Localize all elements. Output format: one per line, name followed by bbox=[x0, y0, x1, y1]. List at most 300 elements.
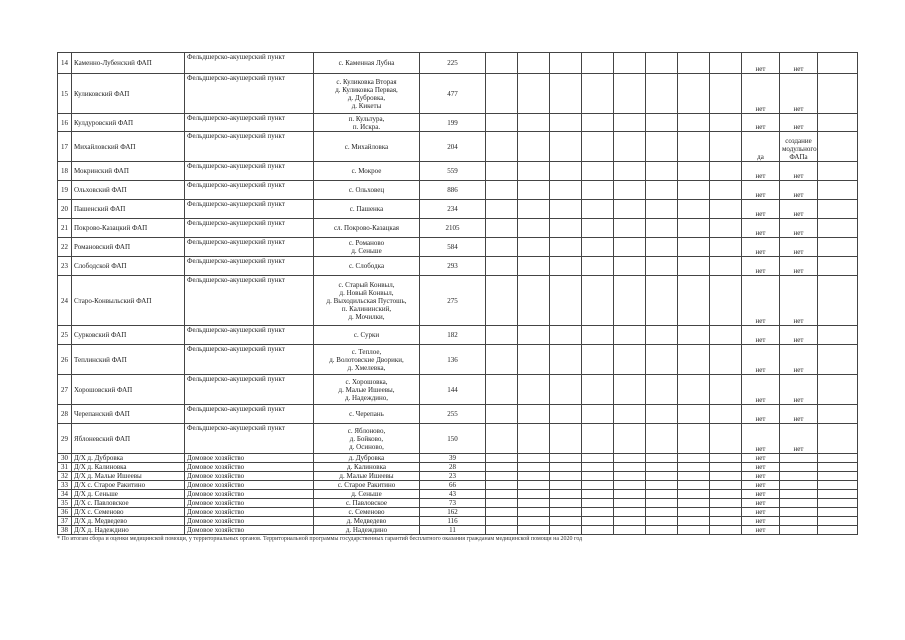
table-body bbox=[58, 53, 858, 535]
need-new-facility-cell: нет bbox=[742, 114, 780, 132]
empty-cell bbox=[710, 53, 742, 74]
empty-cell bbox=[818, 219, 858, 238]
empty-cell bbox=[710, 345, 742, 375]
empty-cell bbox=[710, 276, 742, 326]
action-cell: нет bbox=[780, 74, 818, 114]
empty-cell bbox=[486, 257, 518, 276]
empty-cell bbox=[550, 74, 582, 114]
facility-type-cell: Фельдшерско-акушерский пункт bbox=[185, 132, 314, 162]
empty-cell bbox=[582, 499, 614, 508]
population-cell: 28 bbox=[420, 463, 486, 472]
facility-type-cell: Домовое хозяйство bbox=[185, 499, 314, 508]
empty-cell bbox=[646, 276, 678, 326]
settlement-name: д. Малые Ишеевы bbox=[339, 472, 394, 480]
empty-cell bbox=[614, 162, 646, 181]
empty-cell bbox=[646, 508, 678, 517]
empty-cell bbox=[486, 162, 518, 181]
empty-cell bbox=[710, 481, 742, 490]
facility-name-cell: Д/Х д. Сеньше bbox=[72, 490, 185, 499]
settlement-name: д. Надеждино, bbox=[344, 393, 389, 402]
facility-type-cell: Фельдшерско-акушерский пункт bbox=[185, 405, 314, 424]
settlement-name: д. Сеньше bbox=[351, 490, 382, 498]
empty-cell bbox=[678, 200, 710, 219]
empty-cell bbox=[678, 114, 710, 132]
empty-cell bbox=[518, 162, 550, 181]
need-new-facility-cell: нет bbox=[742, 526, 780, 535]
facility-name-cell: Д/Х с. Семеново bbox=[72, 508, 185, 517]
row-number-cell: 15 bbox=[58, 74, 72, 114]
need-new-facility-cell: нет bbox=[742, 162, 780, 181]
settlement-name: д. Мочилки, bbox=[348, 312, 385, 321]
settlements-cell bbox=[314, 526, 420, 535]
settlement-name: с. Ольховец bbox=[348, 186, 385, 194]
empty-cell bbox=[582, 405, 614, 424]
empty-cell bbox=[486, 345, 518, 375]
empty-cell bbox=[614, 463, 646, 472]
empty-cell bbox=[646, 132, 678, 162]
empty-cell bbox=[646, 181, 678, 200]
table-row bbox=[58, 114, 858, 132]
empty-cell bbox=[486, 375, 518, 405]
population-cell: 204 bbox=[420, 132, 486, 162]
action-cell bbox=[780, 472, 818, 481]
empty-cell bbox=[646, 526, 678, 535]
settlement-name: д. Волотовские Дворики, bbox=[329, 355, 404, 364]
empty-cell bbox=[518, 345, 550, 375]
empty-cell bbox=[550, 132, 582, 162]
facility-name-cell: Черепанский ФАП bbox=[72, 405, 185, 424]
empty-cell bbox=[614, 238, 646, 257]
row-number-cell: 26 bbox=[58, 345, 72, 375]
empty-cell bbox=[818, 114, 858, 132]
empty-cell bbox=[710, 162, 742, 181]
settlements-cell bbox=[314, 517, 420, 526]
empty-cell bbox=[486, 490, 518, 499]
empty-cell bbox=[710, 463, 742, 472]
empty-cell bbox=[818, 526, 858, 535]
empty-cell bbox=[518, 114, 550, 132]
empty-cell bbox=[550, 454, 582, 463]
settlements-cell bbox=[314, 454, 420, 463]
settlement-name: с. Старое Ракитино bbox=[337, 481, 396, 489]
empty-cell bbox=[646, 114, 678, 132]
facility-name-cell: Хорошовский ФАП bbox=[72, 375, 185, 405]
row-number-cell: 28 bbox=[58, 405, 72, 424]
facility-type-cell: Фельдшерско-акушерский пункт bbox=[185, 200, 314, 219]
need-new-facility-cell: нет bbox=[742, 472, 780, 481]
table-row bbox=[58, 481, 858, 490]
settlements-cell bbox=[314, 345, 420, 375]
settlement-name: с. Теплое, bbox=[351, 347, 382, 356]
row-number-cell: 34 bbox=[58, 490, 72, 499]
population-cell: 43 bbox=[420, 490, 486, 499]
empty-cell bbox=[582, 326, 614, 345]
settlements-cell bbox=[314, 405, 420, 424]
empty-cell bbox=[678, 472, 710, 481]
empty-cell bbox=[518, 74, 550, 114]
row-number-cell: 17 bbox=[58, 132, 72, 162]
table-row bbox=[58, 499, 858, 508]
table-row bbox=[58, 517, 858, 526]
population-cell: 11 bbox=[420, 526, 486, 535]
settlement-name: с. Павловское bbox=[345, 499, 388, 507]
empty-cell bbox=[646, 424, 678, 454]
empty-cell bbox=[518, 326, 550, 345]
settlement-name: д. Медведево bbox=[346, 517, 387, 525]
population-cell: 73 bbox=[420, 499, 486, 508]
table-row bbox=[58, 375, 858, 405]
settlement-name: д. Надеждино bbox=[345, 526, 388, 534]
table-row bbox=[58, 74, 858, 114]
action-cell bbox=[780, 454, 818, 463]
population-cell: 584 bbox=[420, 238, 486, 257]
empty-cell bbox=[518, 454, 550, 463]
empty-cell bbox=[678, 181, 710, 200]
empty-cell bbox=[614, 508, 646, 517]
settlement-name: п. Искра. bbox=[352, 122, 381, 131]
empty-cell bbox=[582, 490, 614, 499]
empty-cell bbox=[614, 424, 646, 454]
empty-cell bbox=[710, 219, 742, 238]
empty-cell bbox=[486, 238, 518, 257]
facility-name-cell: Покрово-Казацкий ФАП bbox=[72, 219, 185, 238]
empty-cell bbox=[550, 238, 582, 257]
empty-cell bbox=[678, 74, 710, 114]
need-new-facility-cell: нет bbox=[742, 53, 780, 74]
settlement-name: с. Романово bbox=[348, 239, 385, 247]
table-row bbox=[58, 162, 858, 181]
action-cell bbox=[780, 481, 818, 490]
empty-cell bbox=[710, 508, 742, 517]
empty-cell bbox=[678, 238, 710, 257]
action-cell: нет bbox=[780, 375, 818, 405]
empty-cell bbox=[582, 219, 614, 238]
empty-cell bbox=[518, 238, 550, 257]
empty-cell bbox=[710, 200, 742, 219]
empty-cell bbox=[550, 499, 582, 508]
table-row bbox=[58, 53, 858, 74]
empty-cell bbox=[582, 238, 614, 257]
empty-cell bbox=[818, 257, 858, 276]
facility-type-cell: Домовое хозяйство bbox=[185, 481, 314, 490]
empty-cell bbox=[582, 472, 614, 481]
empty-cell bbox=[678, 499, 710, 508]
empty-cell bbox=[614, 53, 646, 74]
empty-cell bbox=[646, 490, 678, 499]
empty-cell bbox=[518, 463, 550, 472]
settlement-name: д. Куликовка Первая, bbox=[335, 85, 398, 94]
empty-cell bbox=[818, 472, 858, 481]
empty-cell bbox=[486, 74, 518, 114]
need-new-facility-cell: да bbox=[742, 132, 780, 162]
action-cell: нет bbox=[780, 326, 818, 345]
action-cell: нет bbox=[780, 53, 818, 74]
empty-cell bbox=[646, 375, 678, 405]
action-cell bbox=[780, 526, 818, 535]
empty-cell bbox=[582, 424, 614, 454]
need-new-facility-cell: нет bbox=[742, 454, 780, 463]
empty-cell bbox=[710, 132, 742, 162]
settlement-name: д. Новый Конвыл, bbox=[339, 288, 394, 297]
facility-name-cell: Михайловский ФАП bbox=[72, 132, 185, 162]
empty-cell bbox=[678, 405, 710, 424]
facility-type-cell: Фельдшерско-акушерский пункт bbox=[185, 162, 314, 181]
need-new-facility-cell: нет bbox=[742, 375, 780, 405]
population-cell: 234 bbox=[420, 200, 486, 219]
empty-cell bbox=[646, 257, 678, 276]
empty-cell bbox=[646, 200, 678, 219]
empty-cell bbox=[486, 499, 518, 508]
empty-cell bbox=[678, 132, 710, 162]
empty-cell bbox=[550, 463, 582, 472]
empty-cell bbox=[582, 74, 614, 114]
settlement-name: д. Дубровка, bbox=[347, 93, 386, 102]
empty-cell bbox=[818, 200, 858, 219]
empty-cell bbox=[710, 74, 742, 114]
population-cell: 162 bbox=[420, 508, 486, 517]
action-cell: нет bbox=[780, 200, 818, 219]
empty-cell bbox=[550, 219, 582, 238]
empty-cell bbox=[582, 276, 614, 326]
facility-type-cell: Фельдшерско-акушерский пункт bbox=[185, 181, 314, 200]
need-new-facility-cell: нет bbox=[742, 499, 780, 508]
facility-type-cell: Фельдшерско-акушерский пункт bbox=[185, 114, 314, 132]
empty-cell bbox=[550, 200, 582, 219]
empty-cell bbox=[486, 454, 518, 463]
empty-cell bbox=[818, 326, 858, 345]
need-new-facility-cell: нет bbox=[742, 490, 780, 499]
document-page bbox=[57, 52, 847, 543]
settlements-cell bbox=[314, 132, 420, 162]
empty-cell bbox=[518, 181, 550, 200]
empty-cell bbox=[646, 481, 678, 490]
empty-cell bbox=[818, 454, 858, 463]
settlements-cell bbox=[314, 276, 420, 326]
population-cell: 144 bbox=[420, 375, 486, 405]
empty-cell bbox=[486, 424, 518, 454]
empty-cell bbox=[550, 472, 582, 481]
table-row bbox=[58, 508, 858, 517]
table-row bbox=[58, 424, 858, 454]
empty-cell bbox=[646, 74, 678, 114]
empty-cell bbox=[582, 508, 614, 517]
empty-cell bbox=[818, 162, 858, 181]
table-row bbox=[58, 200, 858, 219]
empty-cell bbox=[518, 405, 550, 424]
settlements-cell bbox=[314, 481, 420, 490]
table-row bbox=[58, 238, 858, 257]
row-number-cell: 25 bbox=[58, 326, 72, 345]
settlement-name: д. Бойково, bbox=[349, 434, 384, 443]
empty-cell bbox=[582, 517, 614, 526]
empty-cell bbox=[518, 200, 550, 219]
facility-type-cell: Домовое хозяйство bbox=[185, 490, 314, 499]
facility-name-cell: Каменно-Лубенский ФАП bbox=[72, 53, 185, 74]
settlements-cell bbox=[314, 257, 420, 276]
empty-cell bbox=[614, 132, 646, 162]
empty-cell bbox=[614, 375, 646, 405]
action-cell bbox=[780, 490, 818, 499]
settlements-cell bbox=[314, 114, 420, 132]
settlements-cell bbox=[314, 200, 420, 219]
empty-cell bbox=[646, 405, 678, 424]
population-cell: 255 bbox=[420, 405, 486, 424]
empty-cell bbox=[550, 375, 582, 405]
empty-cell bbox=[710, 405, 742, 424]
need-new-facility-cell: нет bbox=[742, 463, 780, 472]
action-cell: нет bbox=[780, 181, 818, 200]
settlements-cell bbox=[314, 463, 420, 472]
settlement-name: д. Малые Ишеевы, bbox=[338, 385, 395, 394]
empty-cell bbox=[582, 526, 614, 535]
row-number-cell: 35 bbox=[58, 499, 72, 508]
facility-name-cell: Д/Х д. Малые Ишеевы bbox=[72, 472, 185, 481]
facility-type-cell: Домовое хозяйство bbox=[185, 517, 314, 526]
settlement-name: д. Выходильская Пустошь, bbox=[326, 296, 407, 305]
need-new-facility-cell: нет bbox=[742, 181, 780, 200]
facility-name-cell: Кулдуровский ФАП bbox=[72, 114, 185, 132]
empty-cell bbox=[486, 481, 518, 490]
settlements-cell bbox=[314, 499, 420, 508]
empty-cell bbox=[646, 162, 678, 181]
facility-name-cell: Д/Х с. Павловское bbox=[72, 499, 185, 508]
settlements-cell bbox=[314, 375, 420, 405]
empty-cell bbox=[710, 375, 742, 405]
settlement-name: д. Кикеты bbox=[351, 101, 382, 110]
empty-cell bbox=[818, 53, 858, 74]
empty-cell bbox=[710, 424, 742, 454]
empty-cell bbox=[582, 463, 614, 472]
facilities-table bbox=[57, 52, 858, 535]
row-number-cell: 30 bbox=[58, 454, 72, 463]
settlement-name: с. Каменная Лубна bbox=[338, 59, 395, 67]
empty-cell bbox=[550, 162, 582, 181]
settlement-name: с. Черепань bbox=[349, 410, 384, 418]
need-new-facility-cell: нет bbox=[742, 405, 780, 424]
empty-cell bbox=[518, 424, 550, 454]
empty-cell bbox=[818, 181, 858, 200]
settlement-name: сл. Покрово-Казацкая bbox=[333, 224, 400, 232]
facility-type-cell: Фельдшерско-акушерский пункт bbox=[185, 424, 314, 454]
empty-cell bbox=[678, 345, 710, 375]
action-cell: нет bbox=[780, 219, 818, 238]
empty-cell bbox=[678, 53, 710, 74]
empty-cell bbox=[486, 463, 518, 472]
table-row bbox=[58, 326, 858, 345]
empty-cell bbox=[678, 508, 710, 517]
empty-cell bbox=[818, 405, 858, 424]
facility-name-cell: Сурковский ФАП bbox=[72, 326, 185, 345]
empty-cell bbox=[710, 238, 742, 257]
empty-cell bbox=[486, 472, 518, 481]
empty-cell bbox=[550, 345, 582, 375]
empty-cell bbox=[818, 490, 858, 499]
table-row bbox=[58, 463, 858, 472]
facility-name-cell: Д/Х д. Дубровка bbox=[72, 454, 185, 463]
empty-cell bbox=[550, 405, 582, 424]
empty-cell bbox=[614, 326, 646, 345]
facility-name-cell: Д/Х д. Надеждино bbox=[72, 526, 185, 535]
empty-cell bbox=[614, 219, 646, 238]
settlement-name: д. Хмелевка, bbox=[347, 363, 386, 372]
settlements-cell bbox=[314, 490, 420, 499]
empty-cell bbox=[614, 517, 646, 526]
empty-cell bbox=[710, 472, 742, 481]
population-cell: 136 bbox=[420, 345, 486, 375]
table-row bbox=[58, 405, 858, 424]
empty-cell bbox=[614, 454, 646, 463]
settlement-name: с. Мокрое bbox=[351, 167, 382, 175]
settlements-cell bbox=[314, 53, 420, 74]
empty-cell bbox=[818, 517, 858, 526]
empty-cell bbox=[582, 162, 614, 181]
row-number-cell: 23 bbox=[58, 257, 72, 276]
settlement-name: с. Семеново bbox=[348, 508, 385, 516]
settlements-cell bbox=[314, 219, 420, 238]
empty-cell bbox=[614, 490, 646, 499]
table-row bbox=[58, 132, 858, 162]
row-number-cell: 36 bbox=[58, 508, 72, 517]
empty-cell bbox=[678, 326, 710, 345]
empty-cell bbox=[486, 405, 518, 424]
empty-cell bbox=[550, 326, 582, 345]
empty-cell bbox=[550, 481, 582, 490]
facility-type-cell: Фельдшерско-акушерский пункт bbox=[185, 238, 314, 257]
empty-cell bbox=[710, 499, 742, 508]
empty-cell bbox=[582, 114, 614, 132]
row-number-cell: 32 bbox=[58, 472, 72, 481]
table-row bbox=[58, 276, 858, 326]
row-number-cell: 24 bbox=[58, 276, 72, 326]
settlement-name: д. Сеньше bbox=[351, 247, 382, 255]
action-cell bbox=[780, 508, 818, 517]
empty-cell bbox=[614, 526, 646, 535]
empty-cell bbox=[486, 114, 518, 132]
empty-cell bbox=[518, 526, 550, 535]
population-cell: 116 bbox=[420, 517, 486, 526]
empty-cell bbox=[646, 499, 678, 508]
table-row bbox=[58, 181, 858, 200]
population-cell: 199 bbox=[420, 114, 486, 132]
action-cell: нет bbox=[780, 345, 818, 375]
facility-type-cell: Фельдшерско-акушерский пункт bbox=[185, 53, 314, 74]
empty-cell bbox=[486, 517, 518, 526]
row-number-cell: 21 bbox=[58, 219, 72, 238]
facility-type-cell: Домовое хозяйство bbox=[185, 463, 314, 472]
population-cell: 559 bbox=[420, 162, 486, 181]
facility-name-cell: Слободской ФАП bbox=[72, 257, 185, 276]
empty-cell bbox=[518, 257, 550, 276]
empty-cell bbox=[550, 257, 582, 276]
need-new-facility-cell: нет bbox=[742, 517, 780, 526]
facility-name-cell: Яблоневский ФАП bbox=[72, 424, 185, 454]
need-new-facility-cell: нет bbox=[742, 276, 780, 326]
empty-cell bbox=[614, 276, 646, 326]
empty-cell bbox=[614, 257, 646, 276]
facility-name-cell: Д/Х д. Медведево bbox=[72, 517, 185, 526]
population-cell: 39 bbox=[420, 454, 486, 463]
empty-cell bbox=[518, 508, 550, 517]
row-number-cell: 38 bbox=[58, 526, 72, 535]
empty-cell bbox=[582, 181, 614, 200]
settlement-name: с. Пашенка bbox=[349, 205, 384, 213]
action-cell: нет bbox=[780, 405, 818, 424]
settlements-cell bbox=[314, 238, 420, 257]
action-cell: нет bbox=[780, 257, 818, 276]
empty-cell bbox=[518, 499, 550, 508]
empty-cell bbox=[550, 517, 582, 526]
empty-cell bbox=[518, 375, 550, 405]
